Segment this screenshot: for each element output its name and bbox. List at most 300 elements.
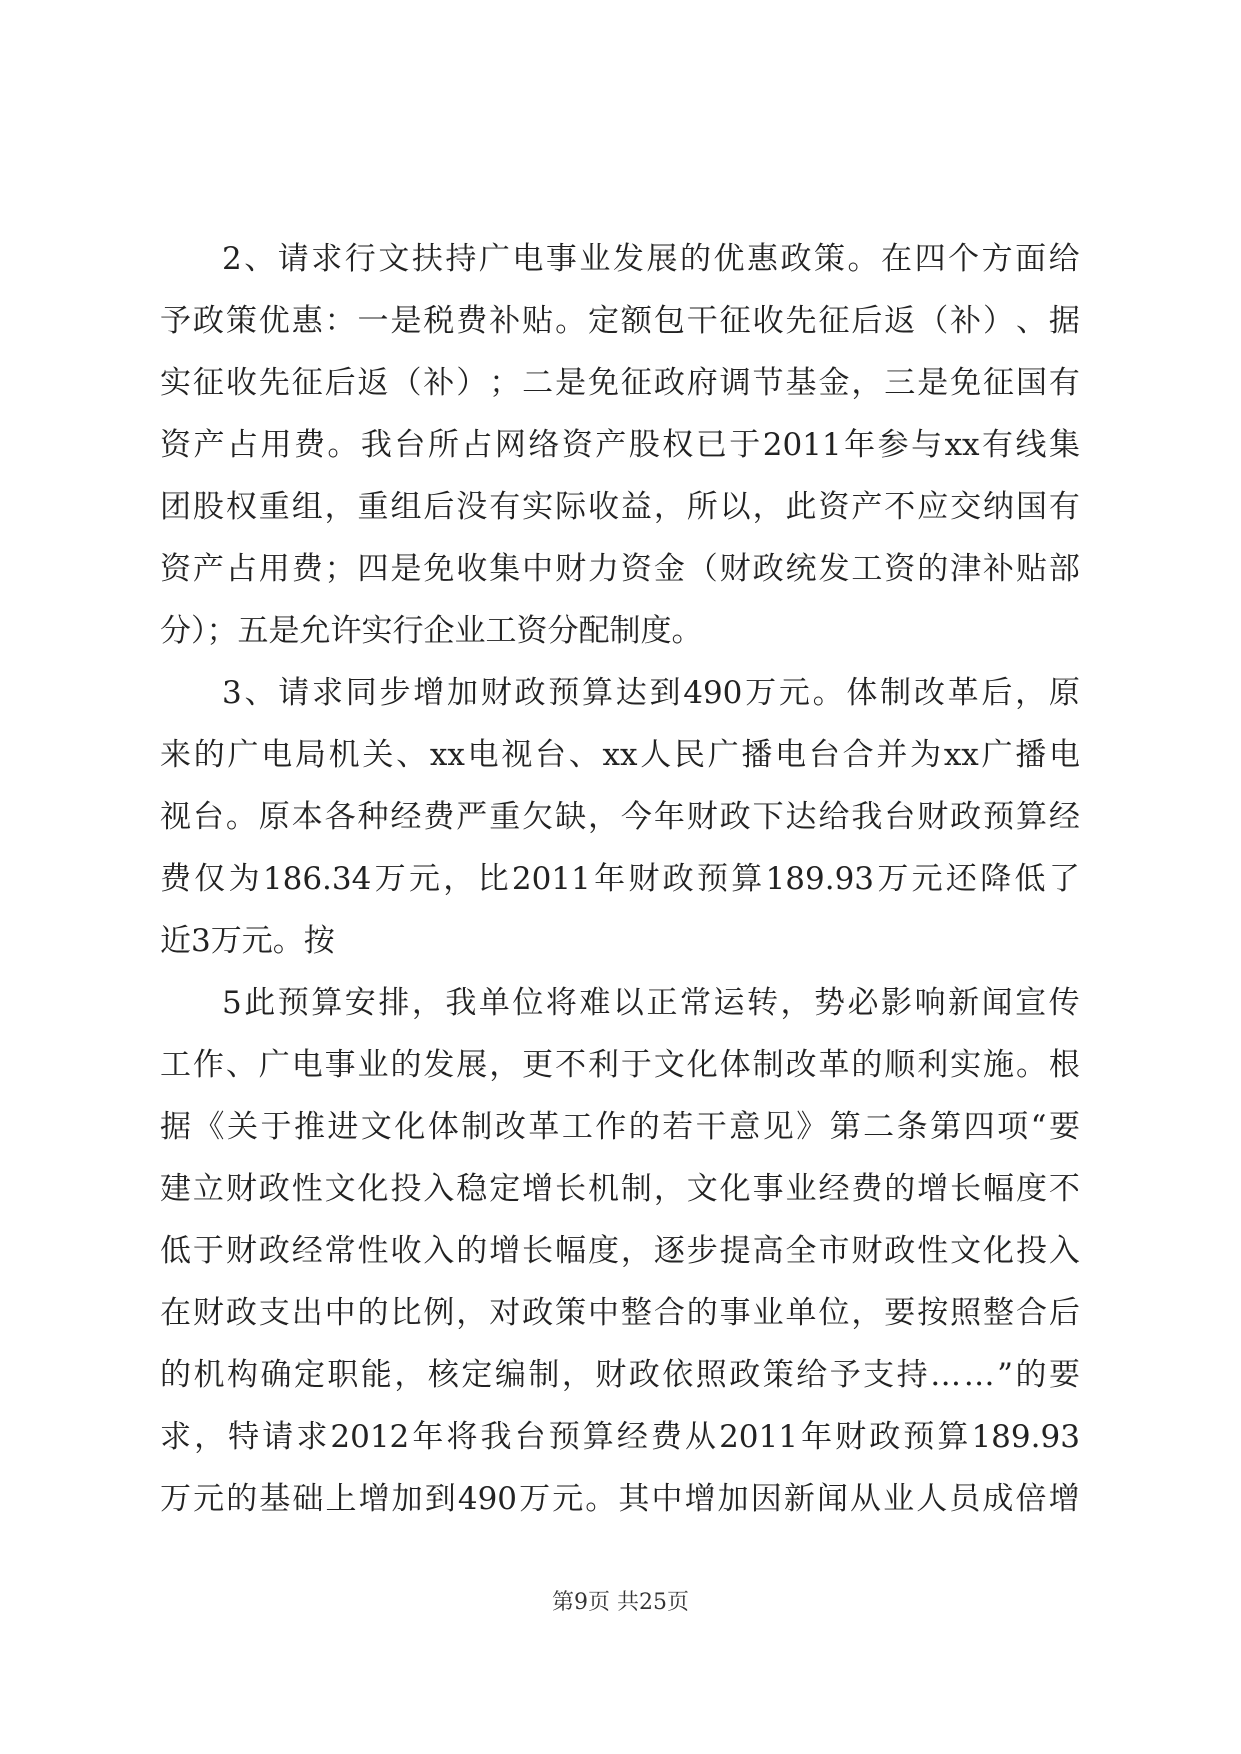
- text-glyph: 重: [489, 799, 521, 835]
- text-glyph: 。: [812, 675, 844, 711]
- text-glyph: 与: [911, 427, 943, 463]
- text-glyph: …: [963, 1357, 995, 1393]
- text-glyph: 宣: [1015, 985, 1047, 1021]
- text-glyph: 入: [423, 1171, 455, 1207]
- paragraph-2-line-4: [160, 848, 1080, 910]
- text-glyph: 算: [731, 861, 763, 897]
- text-glyph: 在: [160, 1295, 191, 1331]
- text-glyph: 还: [945, 861, 977, 897]
- text-glyph: 体: [719, 1047, 751, 1083]
- text-glyph: 展: [646, 241, 678, 277]
- text-glyph: “: [1030, 1109, 1047, 1145]
- text-glyph: 四: [357, 551, 389, 587]
- text-glyph: 合: [1015, 1295, 1047, 1331]
- text-glyph: 此: [785, 489, 817, 525]
- text-glyph: 经: [616, 1419, 648, 1455]
- text-glyph: 施: [983, 1047, 1015, 1083]
- text-glyph: 是: [917, 365, 949, 401]
- text-glyph: 政: [653, 365, 685, 401]
- text-glyph: 元: [193, 1481, 225, 1517]
- text-glyph: 播: [1015, 737, 1047, 773]
- text-glyph: 电: [467, 737, 499, 773]
- paragraph-3-line-7: [160, 1344, 1080, 1406]
- text-glyph: 年: [594, 861, 626, 897]
- paragraph-3-line-3: [160, 1096, 1080, 1158]
- text-glyph: 财: [595, 1357, 627, 1393]
- text-glyph: ，: [653, 1171, 685, 1207]
- text-glyph: 财: [225, 1233, 257, 1269]
- text-glyph: 入: [1048, 1233, 1080, 1269]
- text-glyph: 收: [587, 489, 619, 525]
- paragraph-1-line-6: [160, 538, 1080, 600]
- text-glyph: 文: [686, 1171, 718, 1207]
- text-glyph: 资: [561, 427, 593, 463]
- text-glyph: 股: [628, 427, 660, 463]
- text-glyph: 实: [950, 1047, 982, 1083]
- text-glyph: 。: [585, 1481, 617, 1517]
- text-glyph: 改: [494, 1109, 526, 1145]
- text-glyph: 定: [293, 1357, 325, 1393]
- text-glyph: 的: [1015, 1357, 1047, 1393]
- text-glyph: 算: [582, 1419, 614, 1455]
- text-glyph: 预: [903, 1419, 935, 1455]
- text-glyph: 的: [193, 737, 225, 773]
- text-glyph: 津: [950, 551, 982, 587]
- text-glyph: 三: [884, 365, 916, 401]
- text-glyph: 制: [461, 1109, 493, 1145]
- text-glyph: 政: [225, 1295, 257, 1331]
- text-glyph: 职: [327, 1357, 359, 1393]
- text-glyph: 。: [327, 427, 359, 463]
- text-glyph: 189.93: [765, 861, 875, 897]
- text-glyph: 依: [662, 1357, 694, 1393]
- text-glyph: 国: [1015, 489, 1047, 525]
- text-glyph: 加: [391, 1481, 423, 1517]
- text-glyph: 干: [695, 1109, 727, 1145]
- paragraph-3-line-5: [160, 1220, 1080, 1282]
- paragraph-1-line-1: [160, 228, 1080, 290]
- text-glyph: 排: [378, 985, 410, 1021]
- text-glyph: 预: [548, 675, 580, 711]
- text-glyph: 中: [522, 551, 554, 587]
- text-glyph: 政: [869, 1419, 901, 1455]
- text-glyph: 先: [258, 365, 290, 401]
- text-glyph: 台: [394, 427, 426, 463]
- text-glyph: 定: [587, 303, 619, 339]
- text-glyph: 民: [673, 737, 705, 773]
- text-glyph: 上: [325, 1481, 357, 1517]
- text-glyph: ；: [324, 551, 356, 587]
- text-glyph: 政: [780, 241, 812, 277]
- text-glyph: 以: [612, 985, 644, 1021]
- text-line: 分）；五是允许实行企业工资分配制度。: [160, 613, 703, 649]
- text-glyph: 财: [686, 799, 718, 835]
- text-glyph: 电: [775, 737, 807, 773]
- text-glyph: 策: [814, 241, 846, 277]
- text-glyph: 文: [324, 1171, 356, 1207]
- text-glyph: 免: [950, 365, 982, 401]
- text-glyph: 扶: [411, 241, 443, 277]
- text-glyph: 工: [561, 1109, 593, 1145]
- text-glyph: 支: [863, 1357, 895, 1393]
- text-glyph: 将: [545, 985, 577, 1021]
- text-glyph: 基: [785, 365, 817, 401]
- text-glyph: 定: [461, 1357, 493, 1393]
- text-glyph: 广: [258, 1047, 290, 1083]
- text-glyph: 广: [478, 241, 510, 277]
- text-glyph: 186.34: [262, 861, 372, 897]
- text-glyph: 投: [1015, 1233, 1047, 1269]
- text-glyph: ，: [489, 1047, 521, 1083]
- text-glyph: 权: [225, 489, 257, 525]
- text-glyph: 文: [653, 1047, 685, 1083]
- text-glyph: 文: [378, 241, 410, 277]
- text-glyph: 所: [686, 489, 718, 525]
- text-glyph: 网: [494, 427, 526, 463]
- text-glyph: 原: [258, 799, 290, 835]
- text-glyph: 收: [225, 365, 257, 401]
- text-glyph: 收: [752, 303, 784, 339]
- text-glyph: 传: [1048, 985, 1080, 1021]
- text-glyph: 性: [357, 1233, 389, 1269]
- text-glyph: 算: [311, 985, 343, 1021]
- text-glyph: 政: [752, 551, 784, 587]
- text-glyph: xx: [943, 737, 979, 773]
- text-glyph: 广: [707, 737, 739, 773]
- text-glyph: 政: [950, 799, 982, 835]
- text-glyph: 制: [528, 1357, 560, 1393]
- text-glyph: 是: [390, 551, 422, 587]
- text-glyph: 于: [260, 1109, 292, 1145]
- text-glyph: 求: [160, 1419, 191, 1455]
- text-glyph: 增: [358, 1481, 390, 1517]
- text-glyph: ，: [851, 365, 883, 401]
- text-glyph: 业: [579, 241, 611, 277]
- text-glyph: 团: [160, 489, 191, 525]
- text-glyph: 求: [296, 1419, 328, 1455]
- text-glyph: 先: [785, 303, 817, 339]
- text-glyph: 、: [396, 737, 428, 773]
- text-glyph: 正: [646, 985, 678, 1021]
- text-glyph: 革: [528, 1109, 560, 1145]
- text-glyph: 所: [427, 427, 459, 463]
- text-glyph: 逐: [653, 1233, 685, 1269]
- text-glyph: 若: [662, 1109, 694, 1145]
- text-glyph: 出: [291, 1295, 323, 1331]
- text-glyph: ；: [489, 365, 521, 401]
- text-glyph: 本: [291, 799, 323, 835]
- text-glyph: 电: [291, 1047, 323, 1083]
- text-glyph: 优: [713, 241, 745, 277]
- text-glyph: 189.93: [971, 1419, 1080, 1455]
- text-glyph: 长: [950, 1171, 982, 1207]
- text-glyph: 基: [259, 1481, 291, 1517]
- text-glyph: 更: [522, 1047, 554, 1083]
- text-glyph: 从: [850, 1481, 882, 1517]
- text-glyph: 的: [390, 1047, 422, 1083]
- document-body: [160, 228, 1080, 1530]
- text-glyph: 费: [456, 303, 488, 339]
- text-glyph: 从: [685, 1419, 716, 1455]
- text-glyph: 产: [851, 489, 883, 525]
- text-glyph: 一: [357, 303, 389, 339]
- text-glyph: 贴: [522, 303, 554, 339]
- text-glyph: 给: [796, 1357, 828, 1393]
- text-glyph: 部: [1048, 551, 1080, 587]
- text-glyph: 政: [628, 1357, 660, 1393]
- page-number-footer: 第9页 共25页: [552, 1590, 689, 1615]
- text-glyph: 额: [620, 303, 652, 339]
- text-glyph: 改: [785, 1047, 817, 1083]
- text-glyph: 490: [457, 1481, 518, 1517]
- text-glyph: 财: [851, 1233, 883, 1269]
- text-glyph: 有: [1048, 365, 1080, 401]
- text-glyph: 给: [1048, 241, 1080, 277]
- paragraph-3-line-6: [160, 1282, 1080, 1344]
- text-glyph: 我: [480, 1419, 512, 1455]
- text-glyph: 增: [1048, 1481, 1080, 1517]
- text-glyph: 占: [226, 427, 258, 463]
- text-glyph: 《: [193, 1109, 225, 1145]
- text-glyph: 业: [752, 1295, 784, 1331]
- text-glyph: 2: [222, 241, 242, 277]
- text-glyph: 严: [456, 799, 488, 835]
- text-glyph: 难: [579, 985, 611, 1021]
- text-glyph: 包: [653, 303, 685, 339]
- text-glyph: 低: [1014, 861, 1046, 897]
- text-glyph: 整: [983, 1295, 1015, 1331]
- text-glyph: 必: [847, 985, 879, 1021]
- text-glyph: 是: [390, 303, 422, 339]
- text-glyph: 财: [719, 551, 751, 587]
- text-glyph: 后: [981, 675, 1013, 711]
- text-glyph: xx: [944, 427, 980, 463]
- text-glyph: 应: [917, 489, 949, 525]
- text-glyph: 征: [719, 303, 751, 339]
- text-glyph: 后: [324, 365, 356, 401]
- text-glyph: 仅: [194, 861, 226, 897]
- text-glyph: 资: [884, 551, 916, 587]
- text-glyph: 并: [876, 737, 908, 773]
- paragraph-2-line-5: [160, 910, 1080, 972]
- text-glyph: 预: [277, 985, 309, 1021]
- text-glyph: 线: [1015, 427, 1047, 463]
- text-glyph: 础: [292, 1481, 324, 1517]
- text-glyph: 金: [818, 365, 850, 401]
- text-glyph: 的: [917, 551, 949, 587]
- text-glyph: 政: [729, 1357, 761, 1393]
- text-glyph: 的: [679, 241, 711, 277]
- text-glyph: 求: [311, 241, 343, 277]
- text-glyph: 低: [160, 1233, 191, 1269]
- text-glyph: 有: [1048, 489, 1080, 525]
- text-glyph: 面: [1015, 241, 1047, 277]
- text-glyph: 为: [910, 737, 942, 773]
- text-glyph: 的: [884, 1171, 916, 1207]
- text-glyph: 万: [745, 675, 777, 711]
- text-glyph: 税: [423, 303, 455, 339]
- text-glyph: 文: [950, 1233, 982, 1269]
- text-glyph: 新: [948, 985, 980, 1021]
- text-glyph: 征: [620, 365, 652, 401]
- text-glyph: 权: [662, 427, 694, 463]
- text-glyph: 意: [729, 1109, 761, 1145]
- text-glyph: 视: [160, 799, 191, 835]
- text-glyph: 求: [311, 675, 343, 711]
- text-glyph: 特: [228, 1419, 260, 1455]
- text-glyph: 、: [568, 737, 600, 773]
- text-glyph: 工: [160, 1047, 191, 1083]
- text-glyph: 化: [983, 1233, 1015, 1269]
- text-glyph: 算: [937, 1419, 969, 1455]
- text-glyph: 达: [615, 675, 647, 711]
- text-glyph: ，: [752, 489, 784, 525]
- text-glyph: 将: [446, 1419, 478, 1455]
- paragraph-1-line-2: [160, 290, 1080, 352]
- text-glyph: 定: [489, 1171, 521, 1207]
- text-glyph: 费: [291, 551, 323, 587]
- text-glyph: 2011: [511, 861, 591, 897]
- text-glyph: 不: [1048, 1171, 1080, 1207]
- text-glyph: 万: [877, 861, 909, 897]
- text-glyph: ，: [653, 489, 685, 525]
- text-glyph: 后: [423, 489, 455, 525]
- text-glyph: 2011: [762, 427, 842, 463]
- text-glyph: 事: [545, 241, 577, 277]
- text-glyph: 按: [917, 1295, 949, 1331]
- text-glyph: 度: [1015, 1171, 1047, 1207]
- text-glyph: 策: [225, 303, 257, 339]
- text-glyph: 了: [1048, 861, 1080, 897]
- text-glyph: 优: [258, 303, 290, 339]
- text-glyph: 予: [829, 1357, 861, 1393]
- text-glyph: ，: [851, 1295, 883, 1331]
- text-glyph: 实: [160, 365, 191, 401]
- text-glyph: 3: [222, 675, 242, 711]
- text-glyph: 金: [653, 551, 685, 587]
- text-glyph: 政: [884, 1233, 916, 1269]
- text-glyph: 机: [193, 1357, 225, 1393]
- text-glyph: 经: [390, 799, 422, 835]
- text-glyph: 不: [555, 1047, 587, 1083]
- text-glyph: 元: [408, 861, 440, 897]
- text-glyph: 单: [478, 985, 510, 1021]
- text-glyph: 能: [360, 1357, 392, 1393]
- text-glyph: 补: [423, 365, 455, 401]
- text-glyph: 费: [293, 427, 325, 463]
- text-glyph: 影: [881, 985, 913, 1021]
- text-glyph: 比: [477, 861, 509, 897]
- text-glyph: 费: [650, 1419, 682, 1455]
- text-glyph: 490: [683, 675, 743, 711]
- text-glyph: 加: [446, 675, 478, 711]
- text-glyph: 事: [324, 1047, 356, 1083]
- text-glyph: 进: [327, 1109, 359, 1145]
- text-glyph: 常: [679, 985, 711, 1021]
- text-glyph: 请: [277, 241, 309, 277]
- text-glyph: 据: [160, 1109, 191, 1145]
- text-glyph: 改: [913, 675, 945, 711]
- text-glyph: ，: [324, 489, 356, 525]
- text-glyph: 实: [522, 489, 554, 525]
- text-glyph: 立: [192, 1171, 224, 1207]
- paragraph-1-line-7: [160, 600, 1080, 662]
- text-glyph: 新: [783, 1481, 815, 1517]
- text-glyph: 位: [512, 985, 544, 1021]
- text-glyph: 电: [1049, 737, 1080, 773]
- text-glyph: 征: [983, 365, 1015, 401]
- text-glyph: 原: [1048, 675, 1080, 711]
- text-glyph: 于: [192, 1233, 224, 1269]
- text-glyph: 建: [160, 1171, 191, 1207]
- text-glyph: 我: [360, 427, 392, 463]
- paragraph-1-line-3: [160, 352, 1080, 414]
- text-glyph: 请: [278, 675, 310, 711]
- text-glyph: 增: [917, 1171, 949, 1207]
- text-glyph: 2012: [330, 1419, 410, 1455]
- text-glyph: 欠: [522, 799, 554, 835]
- text-glyph: 财: [628, 861, 660, 897]
- text-glyph: 制: [620, 1171, 652, 1207]
- text-glyph: 干: [686, 303, 718, 339]
- text-glyph: 确: [260, 1357, 292, 1393]
- text-glyph: 节: [752, 365, 784, 401]
- text-glyph: 根: [1048, 1047, 1080, 1083]
- text-glyph: 四: [963, 1109, 995, 1145]
- text-glyph: 电: [512, 241, 544, 277]
- text-glyph: 广: [227, 737, 259, 773]
- text-glyph: 单: [785, 1295, 817, 1331]
- text-glyph: 发: [612, 241, 644, 277]
- text-glyph: 财: [835, 1419, 867, 1455]
- text-glyph: 年: [844, 427, 876, 463]
- text-glyph: 持: [896, 1357, 928, 1393]
- text-glyph: 展: [456, 1047, 488, 1083]
- paragraph-3-line-1: [160, 972, 1080, 1034]
- text-glyph: 要: [1048, 1357, 1080, 1393]
- text-glyph: 增: [684, 1481, 716, 1517]
- paragraph-3-line-4: [160, 1158, 1080, 1220]
- text-glyph: 第: [829, 1109, 861, 1145]
- text-glyph: 。: [847, 241, 879, 277]
- text-glyph: 中: [587, 1295, 619, 1331]
- text-glyph: …: [930, 1357, 962, 1393]
- text-glyph: 文: [360, 1109, 392, 1145]
- text-glyph: 位: [818, 1295, 850, 1331]
- text-glyph: 策: [555, 1295, 587, 1331]
- text-glyph: 方: [981, 241, 1013, 277]
- text-glyph: 达: [785, 799, 817, 835]
- text-glyph: 益: [620, 489, 652, 525]
- text-glyph: 种: [357, 799, 389, 835]
- text-glyph: 电: [261, 737, 293, 773]
- text-glyph: 对: [489, 1295, 521, 1331]
- text-glyph: 参: [877, 427, 909, 463]
- text-glyph: 纳: [983, 489, 1015, 525]
- text-glyph: 、: [1015, 303, 1047, 339]
- text-glyph: 机: [587, 1171, 619, 1207]
- text-glyph: 性: [291, 1171, 323, 1207]
- text-glyph: 政: [258, 1171, 290, 1207]
- text-glyph: 资: [818, 489, 850, 525]
- text-glyph: 化: [719, 1171, 751, 1207]
- text-glyph: 市: [818, 1233, 850, 1269]
- text-glyph: 予: [160, 303, 191, 339]
- text-glyph: 四: [914, 241, 946, 277]
- text-glyph: 政: [522, 1295, 554, 1331]
- text-glyph: 预: [983, 799, 1015, 835]
- text-glyph: 台: [535, 737, 567, 773]
